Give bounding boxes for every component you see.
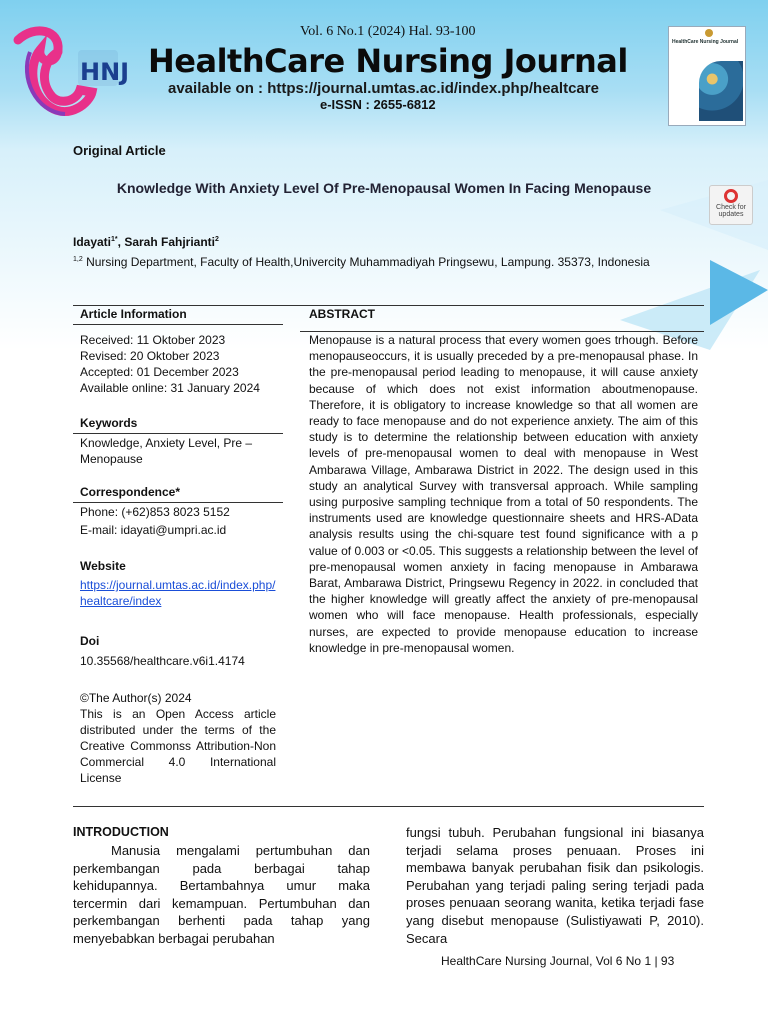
journal-title: HealthCare Nursing Journal xyxy=(148,42,628,80)
license-block xyxy=(80,690,276,786)
logo-text: HNJ xyxy=(80,58,130,86)
cover-title: HealthCare Nursing Journal xyxy=(672,39,739,45)
author-sep: , xyxy=(117,235,125,249)
abstract-heading: ABSTRACT xyxy=(309,307,375,321)
keywords-heading: Keywords xyxy=(80,416,138,430)
website-link-wrap xyxy=(80,577,276,609)
email: E-mail: idayati@umpri.ac.id xyxy=(80,523,227,537)
crossmark-label: Check for updates xyxy=(716,204,746,218)
article-info-heading: Article Information xyxy=(80,307,187,321)
website-heading: Website xyxy=(80,559,126,573)
abstract-text: Menopause is a natural process that every women goes trhough. Before menopauseoccurs, it is usually preceded by a pre-menopausal phase. In the pre-menopausal period leading to menopause, it will cause anxiety because of which does not exist information aboutmenopause. Therefore, it is obligatory to increase knowledge so that all women are ready to face menopause and do not experience anxiety. The aim of this study is to determine the relationship between education with anxiety levels of pre-menopausal women to deal with menopause in West Ambarawa Village, Ambarawa District in 2022. The design used in this study an analytical Survey with transversal approach. While sampling using purposive sampling technique from a total of 50 respondents. The instruments used are knowledge questionnaire sheets and HRS-AData analysis results using the chi-square test found significance with a p value of 0.003 or <0.05. This suggests a relationship between the level of pre-menopausal women anxiety in facing menopause in Ambarawa Barat, Ambarawa District, Pringsewu Regency in 2022. in concluded that the higher knowledge will greatly affect the anxiety of pre-menopausal women who will face menopause. Health professionals, especially nurses, are expected to provide menopause education to increase knowledge in pre-menopausal women. xyxy=(309,333,698,655)
doi-heading: Doi xyxy=(80,634,100,648)
author-2-sup: 2 xyxy=(215,236,219,243)
affiliation xyxy=(73,252,695,270)
website-link[interactable]: https://journal.umtas.ac.id/index.php/healtcare/index xyxy=(80,578,276,608)
article-type: Original Article xyxy=(73,143,166,158)
crossmark-badge[interactable] xyxy=(709,185,753,225)
affiliation-sup: 1,2 xyxy=(73,256,83,263)
journal-cover-thumbnail xyxy=(668,26,746,126)
online-date: Available online: 31 January 2024 xyxy=(80,381,260,395)
journal-url: available on : https://journal.umtas.ac.id/index.php/healtcare xyxy=(168,80,599,97)
copyright: ©The Author(s) 2024 xyxy=(80,691,192,705)
table-top-rule xyxy=(73,305,704,306)
journal-logo xyxy=(10,22,132,122)
author-2: Sarah Fahjrianti xyxy=(124,235,216,249)
doi-value: 10.35568/healthcare.v6i1.4174 xyxy=(80,654,245,668)
volume-info: Vol. 6 No.1 (2024) Hal. 93-100 xyxy=(300,24,476,39)
eissn: e-ISSN : 2655-6812 xyxy=(320,97,436,112)
info-heading-rule xyxy=(73,324,283,325)
affiliation-text: Nursing Department, Faculty of Health,Univercity Muhammadiyah Pringsewu, Lampung. 35373, Indonesia xyxy=(82,255,650,269)
keywords-list: Knowledge, Anxiety Level, Pre – Menopause xyxy=(80,436,253,466)
article-title: Knowledge With Anxiety Level Of Pre-Menopausal Women In Facing Menopause xyxy=(116,180,652,196)
author-1-sup: 1* xyxy=(111,236,118,243)
intro-paragraph-2: fungsi tubuh. Perubahan fungsional ini biasanya terjadi selama proses penuaan. Proses ini membawa banyak perubahan fisik dan psikologis. Perubahan yang terjadi paling sering terjadi pada proses penuaan seorang wanita, ketika terjadi fase yang disebut menopause (Sulistiyawati P, 2010). Secara xyxy=(406,825,704,946)
revised-date: Revised: 20 Oktober 2023 xyxy=(80,349,220,363)
intro-paragraph-1: Manusia mengalami pertumbuhan dan perkembangan pada berbagai tahap kehidupannya. Bertambahnya umur maka tercermin dari kemampuan. Pertumbuhan dan perkembangan berhenti pada tahap yang menyebabkan berbagai perubahan xyxy=(73,843,370,946)
phone: Phone: (+62)853 8023 5152 xyxy=(80,505,230,519)
received-date: Received: 11 Oktober 2023 xyxy=(80,333,226,347)
keywords-rule xyxy=(73,433,283,434)
license-text: This is an Open Access article distributed under the terms of the Creative Commonss Attribution-Non Commercial 4.0 International License xyxy=(80,707,276,785)
author-list xyxy=(73,235,219,249)
introduction-heading: INTRODUCTION xyxy=(73,825,169,839)
correspondence-rule xyxy=(73,502,283,503)
accepted-date: Accepted: 01 December 2023 xyxy=(80,365,239,379)
page-footer: HealthCare Nursing Journal, Vol 6 No 1 | 93 xyxy=(441,954,675,968)
crossmark-icon xyxy=(724,189,738,203)
table-bottom-rule xyxy=(73,806,704,807)
author-1: Idayati xyxy=(73,235,112,249)
seal-icon xyxy=(705,29,713,37)
correspondence-heading: Correspondence* xyxy=(80,485,181,499)
cover-graphic xyxy=(699,61,743,121)
